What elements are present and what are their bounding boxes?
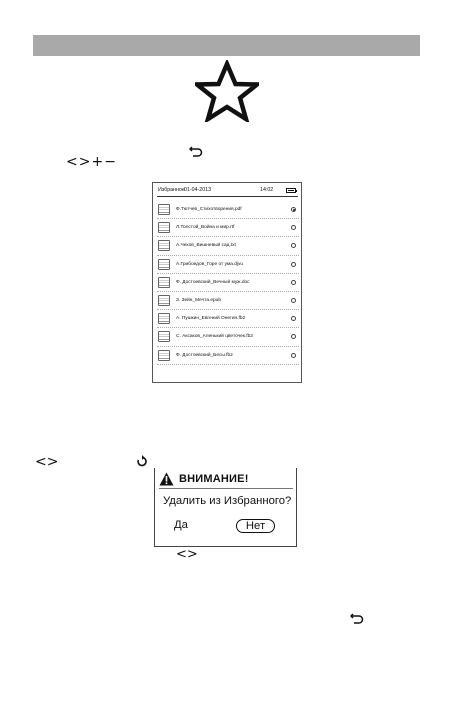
star-outline-icon (195, 60, 259, 122)
file-name: С. Аксаков_Аленький цветочек.fb2 (176, 334, 253, 340)
book-file-icon (158, 222, 170, 233)
selection-radio[interactable] (291, 316, 296, 321)
book-file-icon (158, 350, 170, 361)
book-file-icon (158, 277, 170, 288)
navigation-keys: <>+− (66, 154, 117, 170)
file-list-item[interactable] (157, 347, 299, 365)
selection-radio[interactable] (291, 298, 296, 303)
status-bar (158, 187, 298, 196)
return-arrow-icon (350, 612, 364, 624)
file-list (157, 201, 299, 365)
refresh-icon (136, 455, 148, 468)
book-file-icon (158, 313, 170, 324)
file-name: А.Грибоедов_Горе от ума.djvu (176, 261, 244, 267)
selection-radio[interactable] (291, 280, 296, 285)
book-file-icon (158, 331, 170, 342)
file-list-item[interactable] (157, 219, 299, 237)
screen-title: Избранное (158, 187, 185, 193)
file-list-item[interactable] (157, 310, 299, 328)
file-list-item[interactable] (157, 201, 299, 219)
confirm-dialog (154, 468, 297, 547)
file-name: Ф. Достоевский_Бесы.fb2 (176, 352, 233, 358)
selection-radio[interactable] (291, 225, 296, 230)
file-list-item[interactable] (157, 328, 299, 346)
file-name: Л.Толстой_Война и мир.rtf (176, 225, 235, 231)
dialog-title: ВНИМАНИЕ! (179, 473, 249, 485)
book-file-icon (158, 259, 170, 270)
file-list-item[interactable] (157, 256, 299, 274)
status-time: 14:02 (260, 187, 274, 193)
status-date: 01-04-2013 (184, 187, 212, 193)
book-file-icon (158, 295, 170, 306)
navigation-keys-left-right: <> (176, 547, 198, 562)
file-name: Ф. Достоевский_Вечный муж.doc (176, 279, 250, 285)
file-name: А.Чехов_Вишневый сад.txt (176, 243, 236, 249)
selection-radio[interactable] (291, 334, 296, 339)
file-list-item[interactable] (157, 237, 299, 255)
selection-radio[interactable] (291, 243, 296, 248)
navigation-keys-left-right: <> (35, 454, 59, 470)
book-file-icon (158, 204, 170, 215)
selection-radio[interactable] (291, 353, 296, 358)
warning-triangle-icon (159, 472, 174, 486)
return-arrow-icon (189, 145, 203, 157)
selection-radio[interactable] (291, 262, 296, 267)
file-list-item[interactable] (157, 274, 299, 292)
header-bar (33, 35, 420, 56)
book-file-icon (158, 240, 170, 251)
no-button[interactable]: Нет (236, 519, 275, 533)
selection-radio[interactable] (291, 207, 296, 212)
file-name: А. Пушкин_Евгений Онегин.fb2 (176, 316, 246, 322)
battery-icon (286, 188, 296, 193)
status-divider (157, 196, 298, 197)
dialog-message: Удалить из Избранного? (163, 495, 292, 507)
device-screen (152, 182, 302, 383)
file-list-item[interactable] (157, 292, 299, 310)
file-name: З. Зейн_Мечта.epub (176, 297, 221, 303)
file-name: Ф.Тютчев_Стихотворения.pdf (176, 207, 242, 212)
dialog-divider (159, 488, 293, 489)
yes-button[interactable]: Да (174, 519, 188, 531)
